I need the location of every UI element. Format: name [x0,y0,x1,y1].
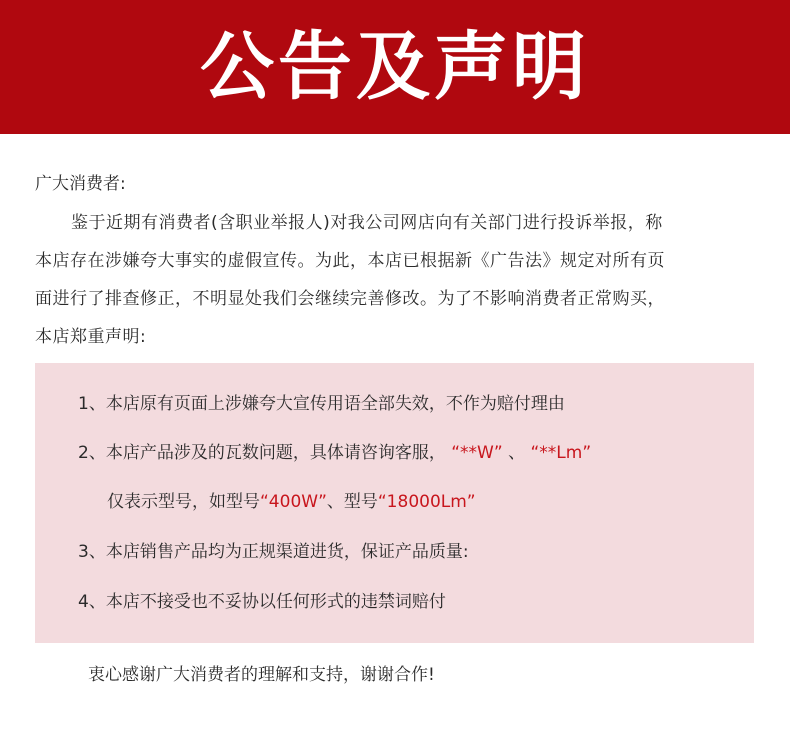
notice-item-2b-text: 仅表示型号，如型号 [107,492,260,512]
notice-item-2-continued [107,490,476,514]
intro-line: 本店存在涉嫌夸大事实的虚假宣传。为此，本店已根据新《广告法》规定对所有页 [35,251,665,271]
highlight-model-lm: “**Lm” [530,443,592,463]
highlight-400w: “400W” [260,492,327,512]
highlight-18000lm: “18000Lm” [377,492,476,512]
notice-box [35,363,754,643]
notice-item-2b-text-2: 、型号 [326,492,378,512]
intro-paragraph [35,204,755,356]
notice-item-2-text: 2、本店产品涉及的瓦数问题，具体请咨询客服， [78,443,446,463]
thanks-message: 衷心感谢广大消费者的理解和支持，谢谢合作! [88,665,435,685]
separator: 、 [508,443,526,463]
page-title: 公告及声明 [200,24,590,110]
notice-item-1: 1、本店原有页面上涉嫌夸大宣传用语全部失效，不作为赔付理由 [78,394,565,414]
header-banner [0,0,790,134]
intro-line: 面进行了排查修正，不明显处我们会继续完善修改。为了不影响消费者正常购买， [35,289,665,309]
highlight-model-w: “**W” [451,443,503,463]
intro-line-text: 鉴于近期有消费者(含职业举报人)对我公司网店向有关部门进行投诉举报，称 [71,213,663,233]
notice-item-3: 3、本店销售产品均为正规渠道进货，保证产品质量: [78,542,469,562]
salutation: 广大消费者: [35,174,126,194]
intro-line: 本店郑重声明: [35,327,147,347]
intro-line [35,204,755,242]
notice-item-2 [78,441,591,465]
notice-item-4: 4、本店不接受也不妥协以任何形式的违禁词赔付 [78,592,446,612]
